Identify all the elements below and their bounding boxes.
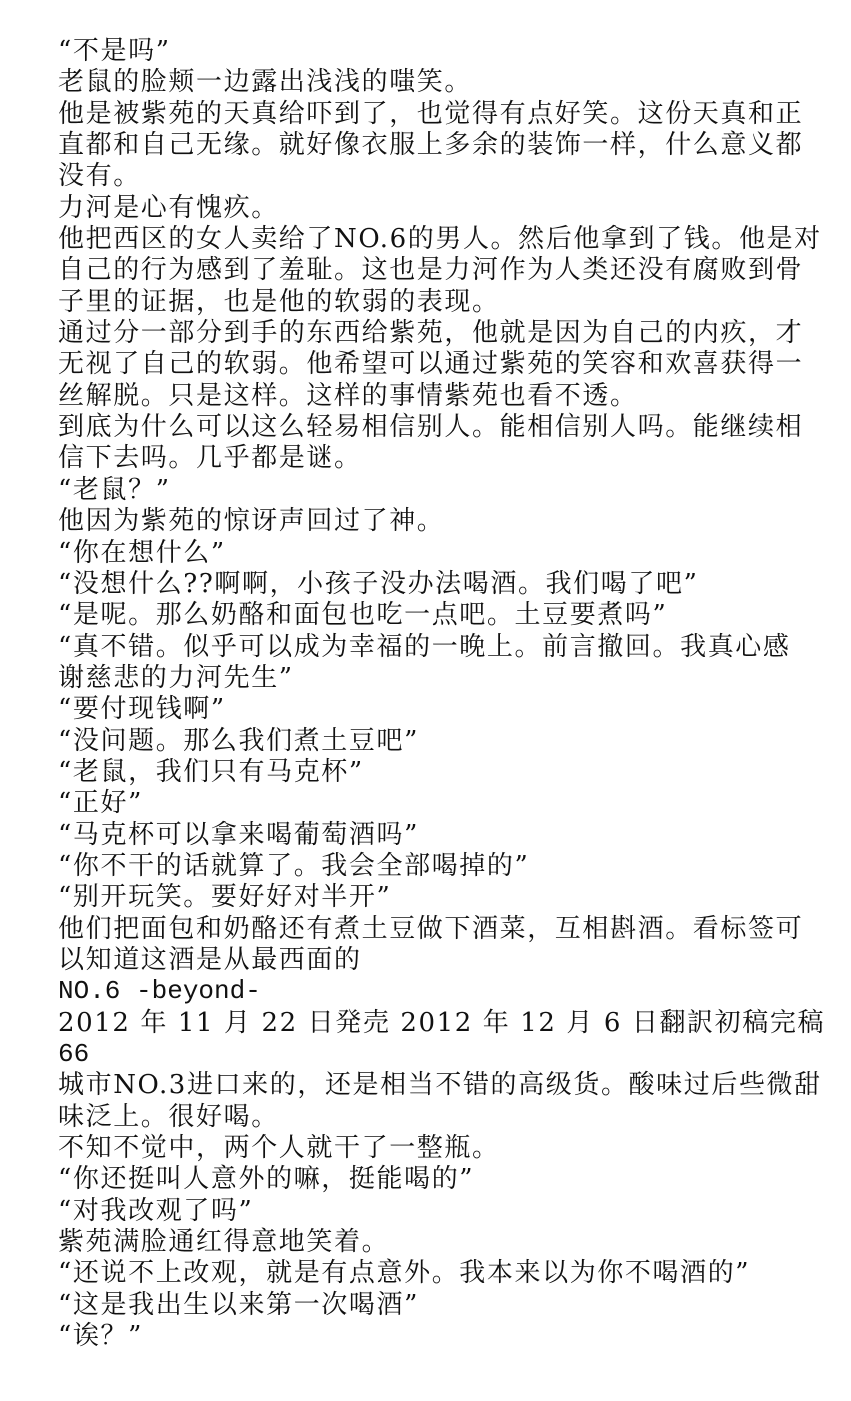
narration-line: 他因为紫苑的惊讶声回过了神。 [58,506,445,537]
dialogue-line: “你在想什么” [58,537,226,568]
narration-line: 城市NO.3进口来的，还是相当不错的高级货。酸味过后些微甜 [58,1070,822,1101]
dialogue-line: “你不干的话就算了。我会全部喝掉的” [58,850,530,881]
dialogue-line: “正好” [58,788,143,819]
narration-line: 他是被紫苑的天真给吓到了，也觉得有点好笑。这份天真和正 [58,98,804,129]
document-page [58,36,826,1352]
dialogue-line: “你还挺叫人意外的嘛，挺能喝的” [58,1164,475,1195]
narration-line: 到底为什么可以这么轻易相信别人。能相信别人吗。能继续相 [58,412,804,443]
dialogue-line: “老鼠？” [58,474,171,505]
dialogue-line: “马克杯可以拿来喝葡萄酒吗” [58,819,419,850]
running-header-dates: 2012 年 11 月 22 日発売 2012 年 12 月 6 日翻訳初稿完稿 [58,1007,826,1038]
narration-line: 直都和自己无缘。就好像衣服上多余的装饰一样，什么意义都 [58,130,804,161]
narration-line: 紫苑满脸通红得意地笑着。 [58,1227,390,1258]
dialogue-line: “对我改观了吗” [58,1195,254,1226]
dialogue-line: “是呢。那么奶酪和面包也吃一点吧。土豆要煮吗” [58,600,668,631]
narration-line: 力河是心有愧疚。 [58,192,279,223]
dialogue-line: “诶？” [58,1321,143,1352]
narration-line: 无视了自己的软弱。他希望可以通过紫苑的笑容和欢喜获得一 [58,349,804,380]
dialogue-line: 谢慈悲的力河先生” [58,662,294,693]
narration-line: 信下去吗。几乎都是谜。 [58,443,362,474]
narration-line: 没有。 [58,161,141,192]
narration-line: 子里的证据，也是他的软弱的表现。 [58,286,500,317]
dialogue-line: “老鼠，我们只有马克杯” [58,756,364,787]
narration-line: 以知道这酒是从最西面的 [58,944,362,975]
narration-line: 老鼠的脸颊一边露出浅浅的嗤笑。 [58,67,473,98]
dialogue-line: “不是吗” [58,36,171,66]
narration-line: 他把西区的女人卖给了NO.6的男人。然后他拿到了钱。他是对 [58,224,822,255]
narration-line: 丝解脱。只是这样。这样的事情紫苑也看不透。 [58,380,638,411]
dialogue-line: “这是我出生以来第一次喝酒” [58,1289,419,1320]
narration-line: 通过分一部分到手的东西给紫苑，他就是因为自己的内疚，才 [58,318,804,349]
narration-line: 不知不觉中，两个人就干了一整瓶。 [58,1133,500,1164]
dialogue-line: “别开玩笑。要好好对半开” [58,882,392,913]
narration-line: 他们把面包和奶酪还有煮土豆做下酒菜，互相斟酒。看标签可 [58,913,804,944]
dialogue-line: “还说不上改观，就是有点意外。我本来以为你不喝酒的” [58,1258,751,1289]
dialogue-line: “要付现钱啊” [58,694,226,725]
dialogue-line: “没想什么??啊啊，小孩子没办法喝酒。我们喝了吧” [58,568,699,599]
narration-line: 味泛上。很好喝。 [58,1101,279,1132]
running-header-title: NO.6 -beyond- [58,976,261,1007]
dialogue-line: “没问题。那么我们煮土豆吧” [58,725,419,756]
narration-line: 自己的行为感到了羞耻。这也是力河作为人类还没有腐败到骨 [58,255,804,286]
dialogue-line: “真不错。似乎可以成为幸福的一晚上。前言撤回。我真心感 [58,631,791,662]
page-number: 66 [58,1039,90,1069]
